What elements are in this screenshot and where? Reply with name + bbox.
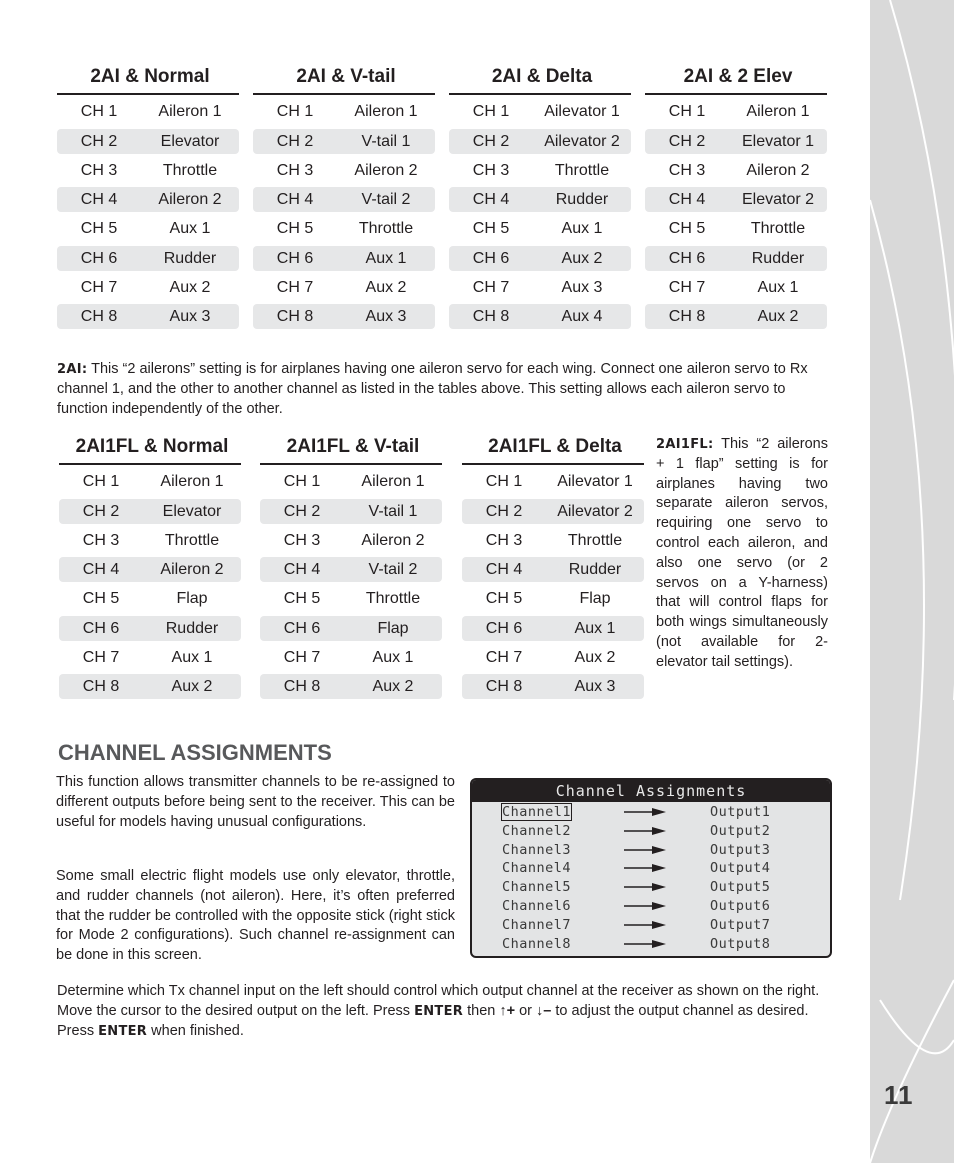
channel-cell: CH 2 (485, 502, 523, 520)
channel-cell: CH 7 (485, 648, 523, 666)
channel-cell: CH 1 (80, 103, 118, 121)
arrow-right-icon (624, 846, 666, 854)
function-cell: Aux 2 (169, 278, 211, 296)
table-row (462, 616, 644, 641)
lcd-row (472, 842, 830, 860)
note-2ai1fl (656, 435, 828, 673)
table-row (59, 469, 241, 494)
function-cell: Aux 1 (574, 619, 616, 637)
section-para-2: Some small electric flight models use only elevator, throttle, and rudder channels (not aileron). Here, it’s often preferred that the rudder be controlled with the opposite stick (right stick for Mode 2 configurations). Such channel re-assignment can be done in this screen. (56, 868, 455, 964)
channel-cell: CH 4 (485, 561, 523, 578)
note-2ai (57, 360, 828, 419)
channel-cell: CH 4 (80, 191, 118, 208)
table-rule (462, 463, 644, 465)
function-cell: Ailevator 1 (557, 473, 633, 491)
function-cell: Flap (377, 619, 409, 637)
lcd-screen (470, 778, 832, 958)
function-cell: Rudder (751, 249, 805, 267)
function-cell: Aux 2 (574, 648, 616, 666)
table-row (449, 187, 631, 212)
function-cell: V-tail 1 (361, 132, 411, 150)
table-row (449, 304, 631, 329)
table-2ai-2elev (645, 64, 827, 329)
table-title: 2AI1FL & Delta (488, 436, 622, 457)
function-cell: Throttle (164, 531, 220, 549)
table-row (449, 129, 631, 154)
channel-cell: CH 7 (283, 648, 321, 666)
lcd-output-label[interactable]: Output4 (710, 860, 771, 877)
channel-cell: CH 4 (668, 191, 706, 208)
channel-cell: CH 8 (472, 308, 510, 325)
channel-cell: CH 5 (82, 590, 120, 608)
function-cell: Rudder (568, 561, 622, 578)
function-cell: Ailevator 2 (557, 502, 633, 520)
lcd-row (472, 879, 830, 897)
down-arrow-icon: ↓ (536, 1002, 544, 1019)
function-cell: Aileron 1 (160, 473, 224, 491)
table-row (462, 645, 644, 670)
table-row (253, 187, 435, 212)
function-cell: Aux 1 (757, 278, 799, 296)
lcd-row (472, 917, 830, 935)
lcd-channel-label[interactable]: Channel8 (502, 935, 572, 952)
note-2ai-text: This “2 ailerons” setting is for airplanes having one aileron servo for each wing. Connect one aileron servo to Rx channel 1, and the other to another channel as listed in the tables above. This setting allows each aileron servo to function independently of the other. (57, 361, 808, 417)
lcd-channel-label[interactable]: Channel2 (502, 822, 572, 839)
channel-cell: CH 6 (82, 619, 120, 637)
lcd-output-label[interactable]: Output8 (710, 935, 771, 952)
channel-cell: CH 4 (283, 561, 321, 578)
lcd-row (472, 823, 830, 841)
para3-text-b: then (463, 1002, 500, 1019)
table-row (260, 469, 442, 494)
function-cell: Aileron 2 (158, 191, 222, 208)
function-cell: Flap (579, 590, 611, 608)
function-cell: Aux 2 (372, 678, 414, 695)
function-cell: Aux 2 (757, 308, 799, 325)
function-cell: Aux 2 (171, 678, 213, 695)
para3-text-a: Determine which Tx channel input on the left should control which output channel at the receiver as shown on the right. Move the cursor to the desired output on the left. Press (57, 983, 820, 1019)
function-cell: Aux 2 (561, 249, 603, 267)
table-row (57, 158, 239, 183)
function-cell: Aux 1 (561, 220, 603, 238)
table-row (449, 246, 631, 271)
lcd-channel-label[interactable]: Channel7 (502, 916, 572, 933)
lcd-output-label[interactable]: Output2 (710, 822, 771, 839)
function-cell: Aileron 1 (158, 103, 222, 121)
channel-cell: CH 6 (668, 249, 706, 267)
channel-cell: CH 1 (276, 103, 314, 121)
channel-cell: CH 3 (82, 531, 120, 549)
function-cell: Throttle (162, 161, 218, 179)
channel-cell: CH 5 (80, 220, 118, 238)
lcd-output-label[interactable]: Output5 (710, 879, 771, 896)
note-2ai-key: 2AI: (57, 362, 88, 377)
table-row (59, 557, 241, 582)
channel-cell: CH 1 (472, 103, 510, 121)
table-title: 2AI & Delta (491, 66, 593, 87)
para3-text-c: or (515, 1002, 537, 1019)
lcd-channel-label[interactable]: Channel5 (502, 879, 572, 896)
lcd-title: Channel Assignments (472, 780, 830, 802)
arrow-right-icon (624, 827, 666, 835)
table-row (253, 216, 435, 241)
table-2ai-normal (57, 64, 239, 329)
channel-cell: CH 2 (82, 502, 120, 520)
function-cell: V-tail 1 (368, 502, 418, 520)
table-row (645, 129, 827, 154)
function-cell: Rudder (163, 249, 217, 267)
table-row (645, 99, 827, 124)
table-row (57, 216, 239, 241)
table-row (260, 645, 442, 670)
table-title: 2AI & 2 Elev (683, 66, 793, 87)
function-cell: Aux 1 (365, 249, 407, 267)
table-row (462, 674, 644, 699)
table-row (462, 586, 644, 611)
table-row (260, 616, 442, 641)
channel-cell: CH 7 (276, 278, 314, 296)
channel-cell: CH 8 (276, 308, 314, 325)
table-row (253, 246, 435, 271)
channel-cell: CH 7 (668, 278, 706, 296)
note-2ai1fl-text: This “2 ailerons + 1 flap” setting is for airplanes having two separate aileron servos, requiring one servo to control each aileron, and also one servo (or 2 servos on a Y-harness) that will control flaps for both wings simultaneously (not available for 2-elevator tail settings). (656, 436, 828, 670)
channel-cell: CH 8 (80, 308, 118, 325)
page-number: 11 (884, 1080, 914, 1110)
table-row (253, 99, 435, 124)
function-cell: Elevator (162, 502, 222, 520)
up-arrow-icon: ↑ (499, 1002, 507, 1019)
channel-cell: CH 2 (80, 132, 118, 150)
table-rule (645, 93, 827, 95)
channel-cell: CH 2 (276, 132, 314, 150)
channel-cell: CH 3 (472, 161, 510, 179)
function-cell: Aux 1 (169, 220, 211, 238)
channel-cell: CH 2 (472, 132, 510, 150)
channel-cell: CH 4 (82, 561, 120, 578)
plus-key-label: + (506, 1002, 516, 1019)
table-row (645, 246, 827, 271)
table-row (57, 129, 239, 154)
channel-cell: CH 6 (485, 619, 523, 637)
function-cell: Aileron 1 (354, 103, 418, 121)
channel-cell: CH 1 (283, 473, 321, 491)
lcd-output-label[interactable]: Output1 (710, 804, 771, 820)
channel-cell: CH 8 (485, 678, 523, 695)
section-heading: CHANNEL ASSIGNMENTS (58, 740, 332, 765)
channel-cell: CH 5 (472, 220, 510, 238)
function-cell: Rudder (555, 191, 609, 208)
function-cell: V-tail 2 (368, 561, 418, 578)
decorative-arcs (870, 0, 954, 1163)
function-cell: Aileron 2 (160, 561, 224, 578)
channel-cell: CH 8 (668, 308, 706, 325)
channel-cell: CH 3 (283, 531, 321, 549)
para3-text-d: to adjust the output channel as desired. Press (57, 1002, 809, 1039)
table-row (59, 616, 241, 641)
table-row (449, 275, 631, 300)
function-cell: Aux 3 (574, 678, 616, 695)
channel-cell: CH 5 (668, 220, 706, 238)
table-row (253, 158, 435, 183)
function-cell: Aux 1 (171, 648, 213, 666)
lcd-channel-label[interactable]: Channel3 (502, 841, 572, 858)
function-cell: Aux 3 (365, 308, 407, 325)
arrow-right-icon (624, 808, 666, 816)
channel-cell: CH 3 (485, 531, 523, 549)
function-cell: Aux 2 (365, 278, 407, 296)
enter-key-label-2: ENTER (98, 1023, 148, 1039)
function-cell: Aux 3 (561, 278, 603, 296)
channel-cell: CH 7 (82, 648, 120, 666)
table-row (260, 586, 442, 611)
arrow-right-icon (624, 864, 666, 872)
function-cell: Ailevator 2 (544, 132, 620, 150)
table-row (260, 557, 442, 582)
function-cell: Aux 3 (169, 308, 211, 325)
section-para-1: This function allows transmitter channels to be re-assigned to different outputs before being sent to the receiver. This can be useful for models having unusual configurations. (56, 774, 455, 830)
lcd-output-label[interactable]: Output6 (710, 898, 771, 914)
table-row (253, 129, 435, 154)
table-row (260, 499, 442, 524)
table-row (57, 304, 239, 329)
para3-text-e: when finished. (147, 1022, 244, 1039)
lcd-row (472, 804, 830, 822)
table-title: 2AI1FL & Normal (75, 436, 229, 457)
channel-cell: CH 1 (485, 473, 523, 491)
channel-cell: CH 5 (485, 590, 523, 608)
channel-cell: CH 7 (472, 278, 510, 296)
arrow-right-icon (624, 940, 666, 948)
table-row (253, 275, 435, 300)
table-2ai-vtail (253, 64, 435, 329)
function-cell: Aileron 1 (746, 103, 810, 121)
table-row (57, 99, 239, 124)
function-cell: Throttle (554, 161, 610, 179)
lcd-row (472, 898, 830, 916)
channel-cell: CH 6 (283, 619, 321, 637)
table-title: 2AI1FL & V-tail (286, 436, 420, 457)
lcd-output-label[interactable]: Output7 (710, 916, 771, 933)
table-2ai-delta (449, 64, 631, 329)
table-title: 2AI & V-tail (296, 66, 396, 87)
table-rule (253, 93, 435, 95)
function-cell: Rudder (165, 619, 219, 637)
enter-key-label: ENTER (414, 1003, 464, 1019)
table-row (462, 469, 644, 494)
table-row (645, 158, 827, 183)
channel-cell: CH 4 (472, 191, 510, 208)
function-cell: Elevator 2 (741, 191, 815, 208)
table-row (57, 246, 239, 271)
function-cell: Throttle (365, 590, 421, 608)
table-row (59, 528, 241, 553)
table-row (449, 216, 631, 241)
channel-cell: CH 6 (276, 249, 314, 267)
lcd-output-label[interactable]: Output3 (710, 841, 771, 858)
table-row (59, 645, 241, 670)
lcd-row (472, 936, 830, 954)
channel-cell: CH 1 (82, 473, 120, 491)
arrow-right-icon (624, 883, 666, 891)
function-cell: Elevator (160, 132, 220, 150)
table-row (253, 304, 435, 329)
table-row (462, 499, 644, 524)
channel-cell: CH 2 (283, 502, 321, 520)
lcd-channel-label[interactable]: Channel1 (502, 804, 572, 820)
function-cell: Throttle (358, 220, 414, 238)
lcd-row (472, 860, 830, 878)
function-cell: Elevator 1 (741, 132, 815, 150)
table-title: 2AI & Normal (90, 66, 210, 87)
table-row (59, 674, 241, 699)
channel-cell: CH 6 (472, 249, 510, 267)
table-row (59, 499, 241, 524)
function-cell: Aux 4 (561, 308, 603, 325)
table-row (645, 187, 827, 212)
table-rule (57, 93, 239, 95)
table-2ai1fl-vtail (260, 434, 442, 699)
table-row (260, 674, 442, 699)
function-cell: Aileron 2 (354, 161, 418, 179)
lcd-channel-label[interactable]: Channel6 (502, 898, 572, 914)
channel-cell: CH 4 (276, 191, 314, 208)
channel-cell: CH 1 (668, 103, 706, 121)
channel-cell: CH 8 (283, 678, 321, 695)
table-2ai1fl-normal (59, 434, 241, 699)
function-cell: Aileron 2 (746, 161, 810, 179)
minus-key-label: – (543, 1002, 552, 1019)
page-margin-band (870, 0, 954, 1163)
channel-cell: CH 6 (80, 249, 118, 267)
table-row (57, 187, 239, 212)
channel-cell: CH 2 (668, 132, 706, 150)
table-row (449, 99, 631, 124)
function-cell: Aileron 1 (361, 473, 425, 491)
function-cell: V-tail 2 (361, 191, 411, 208)
table-rule (449, 93, 631, 95)
function-cell: Aileron 2 (361, 531, 425, 549)
table-row (645, 275, 827, 300)
channel-cell: CH 5 (276, 220, 314, 238)
table-row (462, 557, 644, 582)
section-para-3 (57, 982, 832, 1041)
table-row (57, 275, 239, 300)
function-cell: Ailevator 1 (544, 103, 620, 121)
channel-cell: CH 5 (283, 590, 321, 608)
table-row (645, 216, 827, 241)
lcd-channel-label[interactable]: Channel4 (502, 860, 572, 877)
function-cell: Aux 1 (372, 648, 414, 666)
channel-cell: CH 3 (276, 161, 314, 179)
arrow-right-icon (624, 921, 666, 929)
table-row (449, 158, 631, 183)
function-cell: Throttle (567, 531, 623, 549)
table-row (462, 528, 644, 553)
function-cell: Throttle (750, 220, 806, 238)
table-2ai1fl-delta (462, 434, 644, 699)
table-row (645, 304, 827, 329)
arrow-right-icon (624, 902, 666, 910)
channel-cell: CH 3 (80, 161, 118, 179)
function-cell: Flap (176, 590, 208, 608)
note-2ai1fl-key: 2AI1FL: (656, 437, 714, 452)
table-rule (59, 463, 241, 465)
channel-cell: CH 8 (82, 678, 120, 695)
table-row (260, 528, 442, 553)
table-row (59, 586, 241, 611)
table-rule (260, 463, 442, 465)
channel-cell: CH 7 (80, 278, 118, 296)
channel-cell: CH 3 (668, 161, 706, 179)
